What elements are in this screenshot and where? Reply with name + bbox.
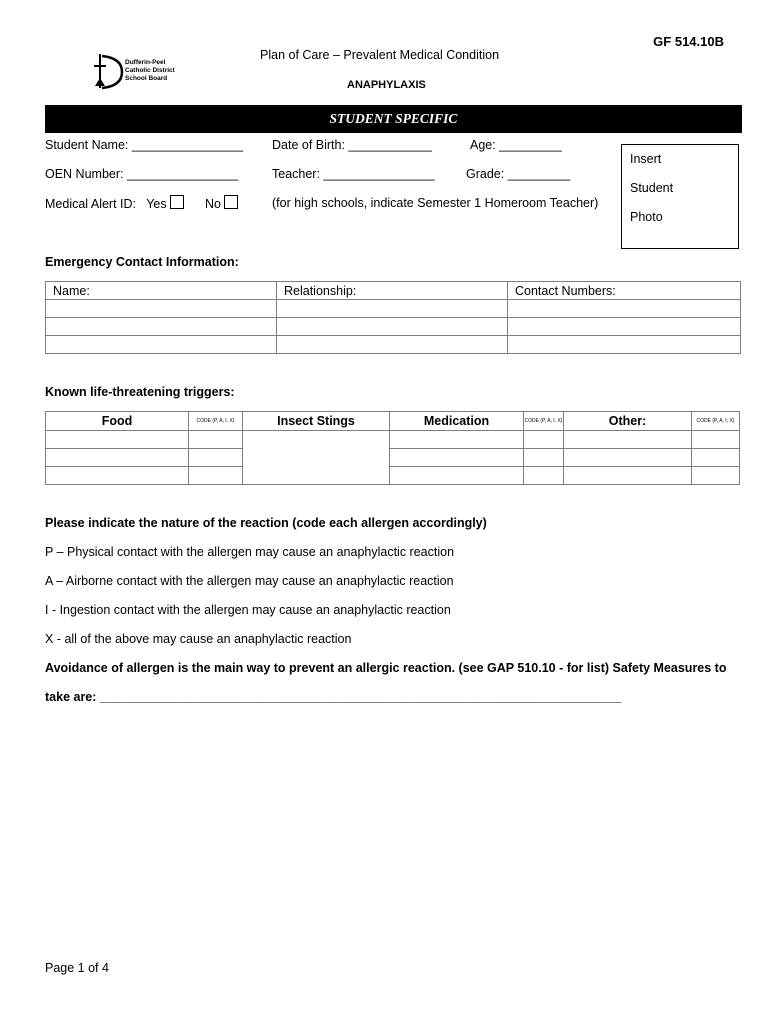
column-header-food: Food: [46, 412, 189, 431]
table-cell[interactable]: [524, 467, 564, 485]
table-cell[interactable]: [564, 467, 692, 485]
table-cell[interactable]: [46, 318, 277, 336]
table-cell[interactable]: [277, 336, 508, 354]
teacher-note: (for high schools, indicate Semester 1 Homeroom Teacher): [272, 196, 599, 210]
photo-label-insert: Insert: [630, 152, 662, 166]
table-cell[interactable]: [524, 449, 564, 467]
logo-text: Dufferin-Peel Catholic District School Board: [125, 59, 175, 82]
teacher-field[interactable]: Teacher: ________________: [272, 167, 435, 181]
table-row: [46, 431, 740, 449]
table-row: [46, 449, 740, 467]
reaction-code-i: I - Ingestion contact with the allergen may cause an anaphylactic reaction: [45, 603, 451, 617]
document-subtitle: ANAPHYLAXIS: [347, 79, 426, 91]
column-header-code: CODE (P, A, I, X): [189, 412, 243, 431]
yes-checkbox[interactable]: [170, 195, 184, 209]
table-cell[interactable]: [277, 300, 508, 318]
table-cell[interactable]: [46, 449, 189, 467]
table-cell[interactable]: [508, 318, 741, 336]
column-header-contact-numbers: Contact Numbers:: [508, 282, 741, 300]
column-header-other: Other:: [564, 412, 692, 431]
page-number: Page 1 of 4: [45, 961, 109, 975]
column-header-code: CODE (P, A, I, X): [524, 412, 564, 431]
table-cell[interactable]: [46, 300, 277, 318]
table-cell[interactable]: [390, 449, 524, 467]
table-cell[interactable]: [390, 467, 524, 485]
medical-alert-row: [45, 195, 238, 211]
table-row: [46, 282, 741, 300]
column-header-medication: Medication: [390, 412, 524, 431]
triggers-table: [45, 411, 740, 485]
column-header-relationship: Relationship:: [277, 282, 508, 300]
table-row: [46, 336, 741, 354]
logo-mark-icon: [92, 52, 124, 92]
no-checkbox[interactable]: [224, 195, 238, 209]
insect-stings-cell[interactable]: [243, 431, 390, 485]
school-board-logo: [92, 52, 182, 92]
reaction-code-a: A – Airborne contact with the allergen may cause an anaphylactic reaction: [45, 574, 454, 588]
table-cell[interactable]: [189, 449, 243, 467]
table-cell[interactable]: [564, 449, 692, 467]
section-bar-student-specific: STUDENT SPECIFIC: [45, 105, 742, 133]
document-title: Plan of Care – Prevalent Medical Condition: [260, 48, 500, 62]
safety-measures-field[interactable]: take are: ___________________________________________________________________________: [45, 690, 622, 704]
table-cell[interactable]: [46, 467, 189, 485]
column-header-name: Name:: [46, 282, 277, 300]
table-cell[interactable]: [692, 449, 740, 467]
table-cell[interactable]: [277, 318, 508, 336]
table-row: [46, 412, 740, 431]
table-cell[interactable]: [189, 467, 243, 485]
emergency-contact-table: [45, 281, 741, 354]
table-cell[interactable]: [692, 431, 740, 449]
table-cell[interactable]: [46, 431, 189, 449]
table-cell[interactable]: [524, 431, 564, 449]
table-cell[interactable]: [46, 336, 277, 354]
grade-field[interactable]: Grade: _________: [466, 167, 571, 181]
table-cell[interactable]: [189, 431, 243, 449]
no-label: No: [204, 197, 221, 211]
table-row: [46, 318, 741, 336]
emergency-contact-heading: Emergency Contact Information:: [45, 255, 239, 269]
avoidance-text: Avoidance of allergen is the main way to prevent an allergic reaction. (see GAP 510.10 - for list) Safety Measures to: [45, 661, 727, 675]
table-cell[interactable]: [390, 431, 524, 449]
table-cell[interactable]: [564, 431, 692, 449]
oen-number-field[interactable]: OEN Number: ________________: [45, 167, 239, 181]
triggers-heading: Known life-threatening triggers:: [45, 385, 235, 399]
table-row: [46, 300, 741, 318]
yes-label: Yes: [146, 197, 167, 211]
column-header-code: CODE (P, A, I, X): [692, 412, 740, 431]
table-cell[interactable]: [508, 336, 741, 354]
reaction-heading: Please indicate the nature of the reaction (code each allergen accordingly): [45, 516, 487, 530]
reaction-code-p: P – Physical contact with the allergen may cause an anaphylactic reaction: [45, 545, 455, 559]
date-of-birth-field[interactable]: Date of Birth: ____________: [272, 138, 432, 152]
table-row: [46, 467, 740, 485]
age-field[interactable]: Age: _________: [470, 138, 562, 152]
student-name-field[interactable]: Student Name: ________________: [45, 138, 244, 152]
photo-label-photo: Photo: [630, 210, 663, 224]
table-cell[interactable]: [692, 467, 740, 485]
medical-alert-label: Medical Alert ID:: [45, 197, 137, 211]
student-photo-box[interactable]: [621, 144, 739, 249]
column-header-insect-stings: Insect Stings: [243, 412, 390, 431]
table-cell[interactable]: [508, 300, 741, 318]
form-code: GF 514.10B: [653, 34, 724, 49]
photo-label-student: Student: [630, 181, 674, 195]
reaction-code-x: X - all of the above may cause an anaphylactic reaction: [45, 632, 352, 646]
